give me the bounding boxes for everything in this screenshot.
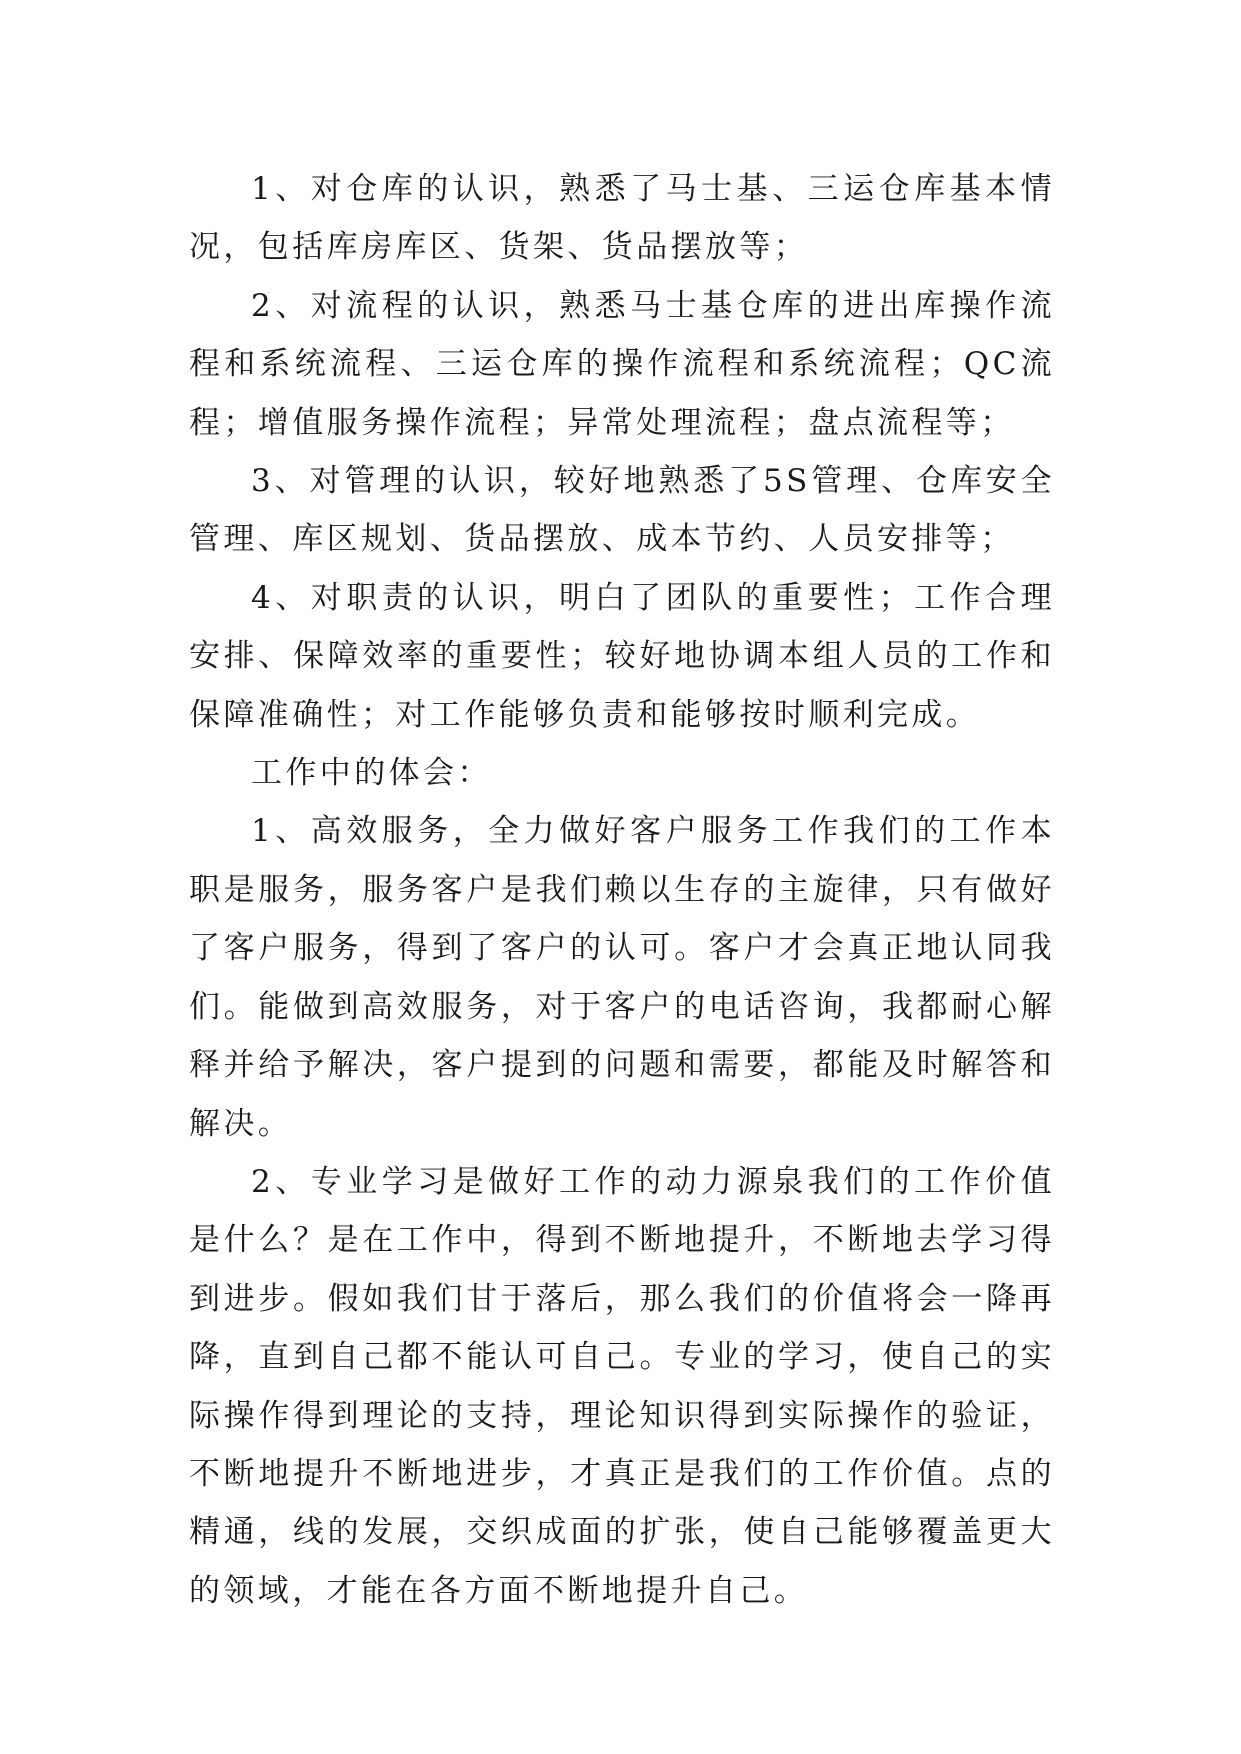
- paragraph-duty-knowledge: 4、对职责的认识，明白了团队的重要性；工作合理安排、保障效率的重要性；较好地协调本组人员的工作和保障准确性；对工作能够负责和能够按时顺利完成。: [189, 579, 1055, 733]
- paragraph-process-knowledge: 2、对流程的认识，熟悉马士基仓库的进出库操作流程和系统流程、三运仓库的操作流程和系统流程；QC流程；增值服务操作流程；异常处理流程；盘点流程等；: [189, 287, 1055, 441]
- paragraph-efficient-service: 1、高效服务，全力做好客户服务工作我们的工作本职是服务，服务客户是我们赖以生存的主旋律，只有做好了客户服务，得到了客户的认可。客户才会真正地认同我们。能做到高效服务，对于客户的电话咨询，我都耐心解释并给予解决，客户提到的问题和需要，都能及时解答和解决。: [189, 813, 1055, 1142]
- paragraph-professional-learning: 2、专业学习是做好工作的动力源泉我们的工作价值是什么？是在工作中，得到不断地提升，不断地去学习得到进步。假如我们甘于落后，那么我们的价值将会一降再降，直到自己都不能认可自己。专业的学习，使自己的实际操作得到理论的支持，理论知识得到实际操作的验证，不断地提升不断地进步，才真正是我们的工作价值。点的精通，线的发展，交织成面的扩张，使自己能够覆盖更大的领域，才能在各方面不断地提升自己。: [189, 1163, 1055, 1609]
- section-heading-work-experience: 工作中的体会：: [251, 755, 492, 792]
- document-body: [189, 160, 1055, 1620]
- paragraph-warehouse-knowledge: 1、对仓库的认识，熟悉了马士基、三运仓库基本情况，包括库房库区、货架、货品摆放等；: [189, 171, 1055, 266]
- paragraph-management-knowledge: 3、对管理的认识，较好地熟悉了5S管理、仓库安全管理、库区规划、货品摆放、成本节约、人员安排等；: [189, 463, 1055, 558]
